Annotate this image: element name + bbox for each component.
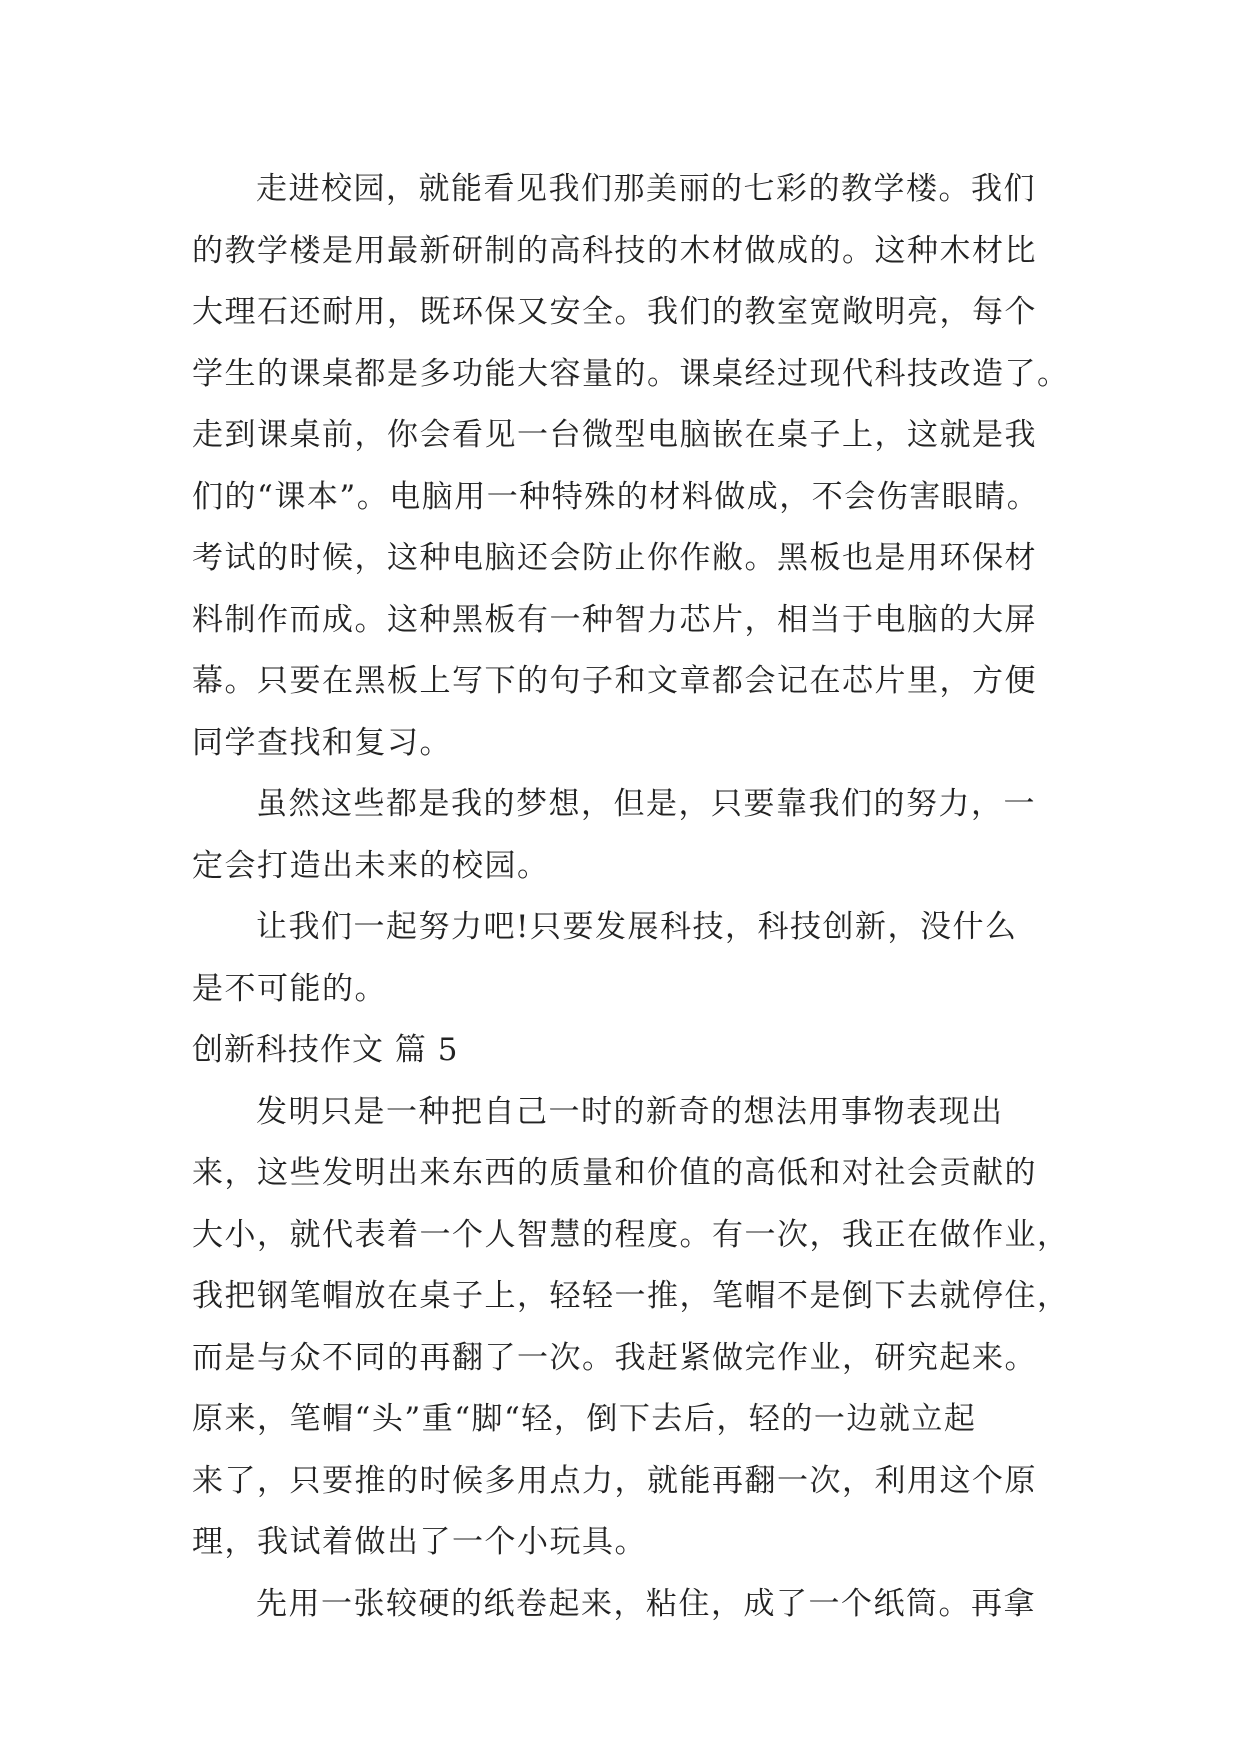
text-line: 的教学楼是用最新研制的高科技的木材做成的。这种木材比 [192,232,1037,269]
paragraph-paper-tube [192,1574,1072,1636]
text-line: 走进校园，就能看见我们那美丽的七彩的教学楼。我们 [256,171,1036,207]
text-line: 是不可能的。 [192,970,387,1007]
text-line: 来，这些发明出来东西的质量和价值的高低和对社会贡献的 [192,1155,1037,1191]
text-line: 幕。只要在黑板上写下的句子和文章都会记在芯片里，方便 [192,663,1037,699]
text-line: 理，我试着做出了一个小玩具。 [192,1524,647,1560]
document-body [192,159,1072,1635]
paragraph-effort [192,897,1072,1020]
text-line: 们的“课本”。电脑用一种特殊的材料做成，不会伤害眼睛。 [192,478,1040,515]
text-line: 而是与众不同的再翻了一次。我赶紧做完作业，研究起来。 [192,1339,1037,1376]
paragraph-invention [192,1082,1072,1574]
paragraph-campus [192,159,1072,774]
text-line: 同学查找和复习。 [192,724,452,761]
text-line: 发明只是一种把自己一时的新奇的想法用事物表现出 [256,1093,1004,1130]
text-line: 我把钢笔帽放在桌子上，轻轻一推，笔帽不是倒下去就停住， [192,1278,1070,1314]
text-line: 大理石还耐用，既环保又安全。我们的教室宽敞明亮，每个 [192,294,1037,330]
section-heading [192,1020,1072,1082]
essay-title: 创新科技作文 篇 5 [192,1032,459,1068]
text-line: 大小，就代表着一个人智慧的程度。有一次，我正在做作业， [192,1216,1070,1253]
text-line: 先用一张较硬的纸卷起来，粘住，成了一个纸筒。再拿 [256,1585,1036,1622]
text-line: 考试的时候，这种电脑还会防止你作敝。黑板也是用环保材 [192,540,1037,576]
text-line: 料制作而成。这种黑板有一种智力芯片，相当于电脑的大屏 [192,601,1037,638]
text-line: 学生的课桌都是多功能大容量的。课桌经过现代科技改造了。 [192,355,1070,392]
text-line: 虽然这些都是我的梦想，但是，只要靠我们的努力，一 [256,786,1036,822]
text-line: 来了，只要推的时候多用点力，就能再翻一次，利用这个原 [192,1462,1037,1499]
text-line: 走到课桌前，你会看见一台微型电脑嵌在桌子上，这就是我 [192,417,1037,453]
text-line: 原来，笔帽“头”重“脚“轻，倒下去后，轻的一边就立起 [192,1401,977,1437]
paragraph-dream [192,774,1072,897]
text-line: 让我们一起努力吧!只要发展科技，科技创新，没什么 [256,909,1018,945]
text-line: 定会打造出未来的校园。 [192,847,550,884]
